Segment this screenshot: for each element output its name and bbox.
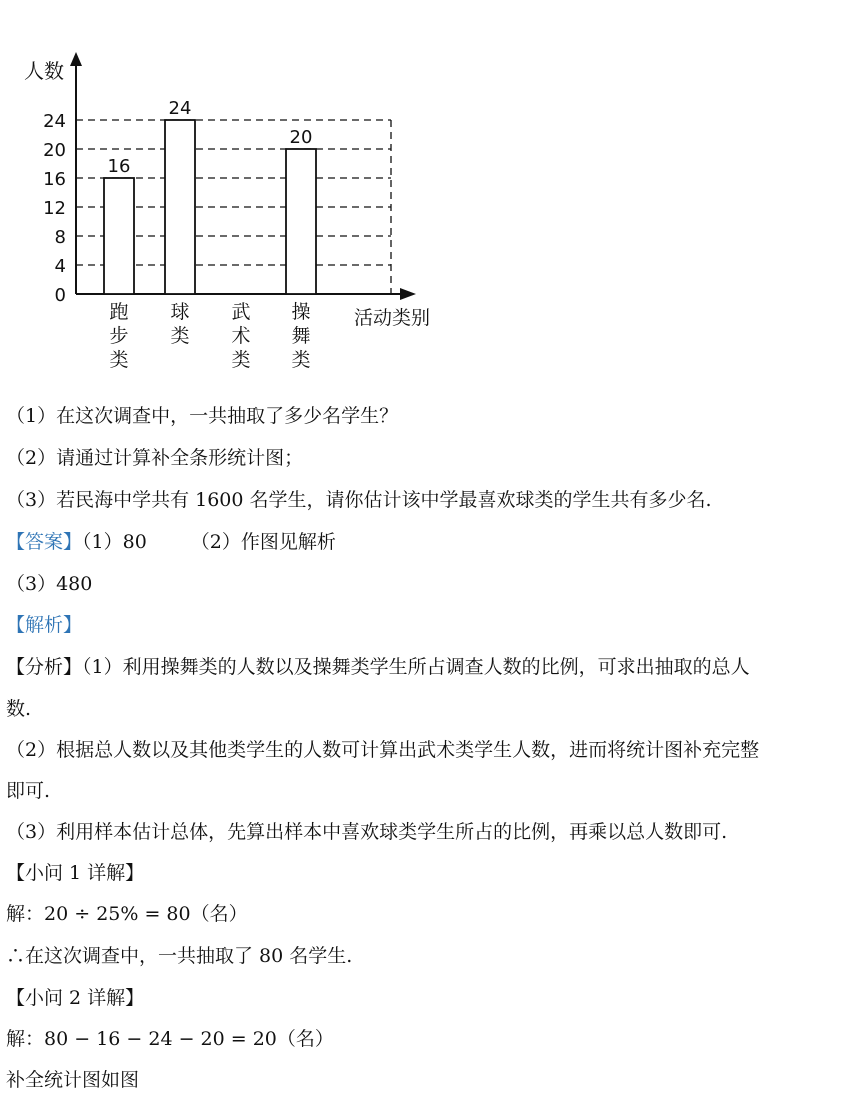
y-tick-label-4: 4	[54, 256, 66, 277]
y-tick-label-16: 16	[43, 169, 66, 190]
x-tick-char: 步	[109, 325, 129, 347]
x-tick-char: 术	[231, 325, 251, 347]
x-tick-char: 武	[231, 301, 251, 323]
analysis-tag: 【解析】	[6, 614, 83, 636]
detail-2-unit: （名）	[276, 1028, 334, 1050]
detail-2-formula: 80 − 16 − 24 − 20 = 20	[44, 1028, 277, 1050]
question-3: （3）若民海中学共有 1600 名学生，请你估计该中学最喜欢球类的学生共有多少名.	[6, 489, 712, 511]
x-tick-label-3	[231, 301, 250, 371]
bar-chart	[0, 0, 460, 380]
y-tick-label-0: 0	[54, 285, 66, 306]
detail-2-solution	[6, 1027, 334, 1051]
question-1: （1）在这次调查中，一共抽取了多少名学生？	[6, 405, 399, 427]
analysis-label: 【分析】	[6, 656, 83, 678]
x-tick-label-2	[170, 301, 189, 347]
x-tick-char: 类	[291, 349, 311, 371]
detail-1-unit: （名）	[190, 903, 248, 925]
detail-1-solution	[6, 902, 248, 926]
detail-2-note: 补全统计图如图	[6, 1069, 140, 1091]
analysis-p1-text: （1）利用操舞类的人数以及操舞类学生所占调查人数的比例，可求出抽取的总人	[82, 656, 750, 678]
y-tick-label-24: 24	[43, 111, 66, 132]
detail-2-prefix: 解：	[6, 1028, 45, 1050]
chart-labels	[24, 59, 430, 371]
analysis-p3: （3）利用样本估计总体，先算出样本中喜欢球类学生所占的比例，再乘以总人数即可.	[6, 821, 728, 843]
y-axis-arrow	[70, 52, 82, 66]
y-tick-label-12: 12	[43, 198, 66, 219]
x-tick-char: 类	[231, 349, 251, 371]
answer-part-2: （2）作图见解析	[190, 531, 336, 553]
analysis-p1-line2: 数.	[6, 698, 32, 720]
detail-1-prefix: 解：	[6, 903, 45, 925]
question-2: （2）请通过计算补全条形统计图；	[6, 447, 304, 469]
y-axis-title: 人数	[24, 59, 64, 83]
bar-value-label-4: 20	[289, 127, 313, 148]
x-tick-char: 舞	[291, 325, 311, 347]
answer-line	[6, 530, 336, 554]
x-axis-arrow	[400, 288, 416, 300]
x-tick-char: 跑	[109, 301, 129, 323]
answer-part-1: （1）80	[82, 531, 147, 553]
bar-value-label-1: 16	[107, 156, 131, 177]
y-tick-label-20: 20	[43, 140, 66, 161]
answer-part-3: （3）480	[6, 573, 93, 595]
bar-4	[286, 149, 316, 294]
bar-2	[165, 120, 195, 294]
bar-1	[104, 178, 134, 294]
x-tick-label-4	[291, 301, 310, 371]
x-axis-title: 活动类别	[354, 307, 431, 329]
answer-tag: 【答案】	[6, 531, 83, 553]
analysis-p2-line1: （2）根据总人数以及其他类学生的人数可计算出武术类学生人数，进而将统计图补充完整	[6, 739, 760, 761]
x-tick-char: 球	[170, 301, 190, 323]
detail-1-header: 【小问 1 详解】	[6, 862, 145, 884]
analysis-p2-line2: 即可.	[6, 780, 51, 802]
detail-1-conclusion: ∴在这次调查中，一共抽取了 80 名学生.	[6, 945, 353, 967]
bar-value-label-2: 24	[168, 98, 192, 119]
y-tick-label-8: 8	[54, 227, 66, 248]
analysis-p1-line1	[6, 655, 750, 679]
x-tick-char: 类	[170, 325, 190, 347]
x-tick-char: 操	[291, 301, 311, 323]
x-tick-char: 类	[109, 349, 129, 371]
detail-2-header: 【小问 2 详解】	[6, 987, 145, 1009]
detail-1-formula: 20 ÷ 25% = 80	[44, 903, 191, 925]
x-tick-label-1	[109, 301, 128, 371]
